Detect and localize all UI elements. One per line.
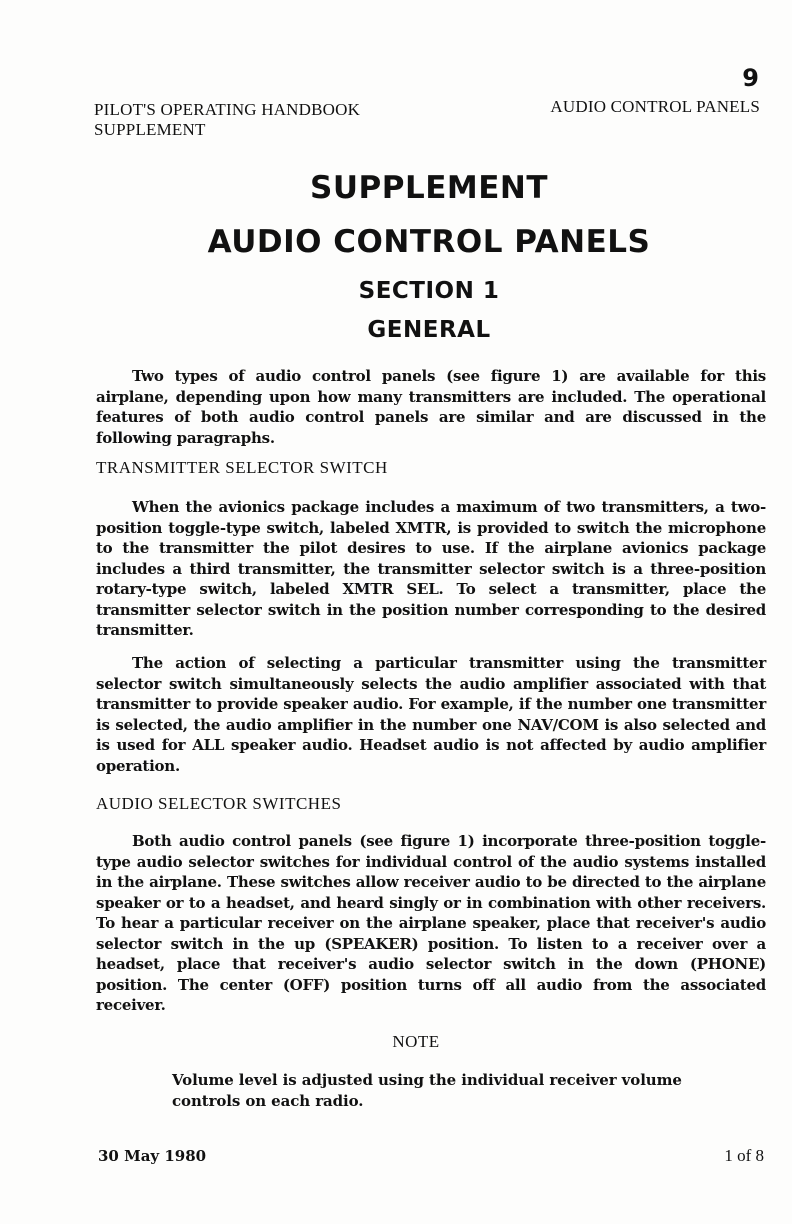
note-text: Volume level is adjusted using the individual receiver volume controls on each radio. — [172, 1071, 682, 1110]
running-header-right: AUDIO CONTROL PANELS — [550, 97, 760, 116]
transmitter-selector-para2 — [96, 653, 766, 776]
transmitter-selector-text1: When the avionics package includes a maximum of two transmitters, a two-position toggle-type switch, labeled XMTR, is provided to switch the microphone to the transmitter the pilot desires to use. If the airplane avionics package includes a third transmitter, the transmitter selector switch is a three-position rotary-type switch, labeled XMTR SEL. To select a transmitter, place the transmitter selector switch in the position number corresponding to the desired transmitter. — [96, 498, 766, 639]
transmitter-selector-text2: The action of selecting a particular transmitter using the transmitter selector switch simultaneously selects the audio amplifier associated with that transmitter to provide speaker audio. For example, if the number one transmitter is selected, the audio amplifier in the number one NAV/COM is also selected and is used for ALL speaker audio. Headset audio is not affected by audio amplifier operation. — [96, 654, 766, 775]
title-section: SECTION 1 — [358, 278, 500, 304]
intro-paragraph — [96, 366, 766, 448]
section-number: 9 — [742, 64, 759, 92]
audio-selector-para1 — [96, 831, 766, 1016]
transmitter-selector-heading: TRANSMITTER SELECTOR SWITCH — [96, 458, 388, 477]
title-general: GENERAL — [367, 317, 491, 343]
audio-selector-heading: AUDIO SELECTOR SWITCHES — [96, 794, 342, 813]
footer-date: 30 May 1980 — [98, 1147, 207, 1165]
footer-page-number: 1 of 8 — [724, 1146, 764, 1165]
note-heading: NOTE — [392, 1032, 440, 1051]
transmitter-selector-para1 — [96, 497, 766, 641]
title-supplement: SUPPLEMENT — [310, 170, 548, 206]
running-header-left — [94, 100, 360, 140]
intro-text: Two types of audio control panels (see figure 1) are available for this airplane, depending upon how many transmitters are included. The operational features of both audio control panels are similar and are discussed in the following paragraphs. — [96, 367, 766, 447]
title-audio-control-panels: AUDIO CONTROL PANELS — [207, 224, 651, 260]
header-left-line1: PILOT'S OPERATING HANDBOOK — [94, 100, 361, 119]
header-left-line2: SUPPLEMENT — [94, 120, 206, 139]
audio-selector-text1: Both audio control panels (see figure 1) incorporate three-position toggle-type audio selector switches for individual control of the audio systems installed in the airplane. These switches allow receiver audio to be directed to the airplane speaker or to a headset, and heard singly or in combination with other receivers. To hear a particular receiver on the airplane speaker, place that receiver's audio selector switch in the up (SPEAKER) position. To listen to a receiver over a headset, place that receiver's audio selector switch in the down (PHONE) position. The center (OFF) position turns off all audio from the associated receiver. — [96, 832, 766, 1014]
